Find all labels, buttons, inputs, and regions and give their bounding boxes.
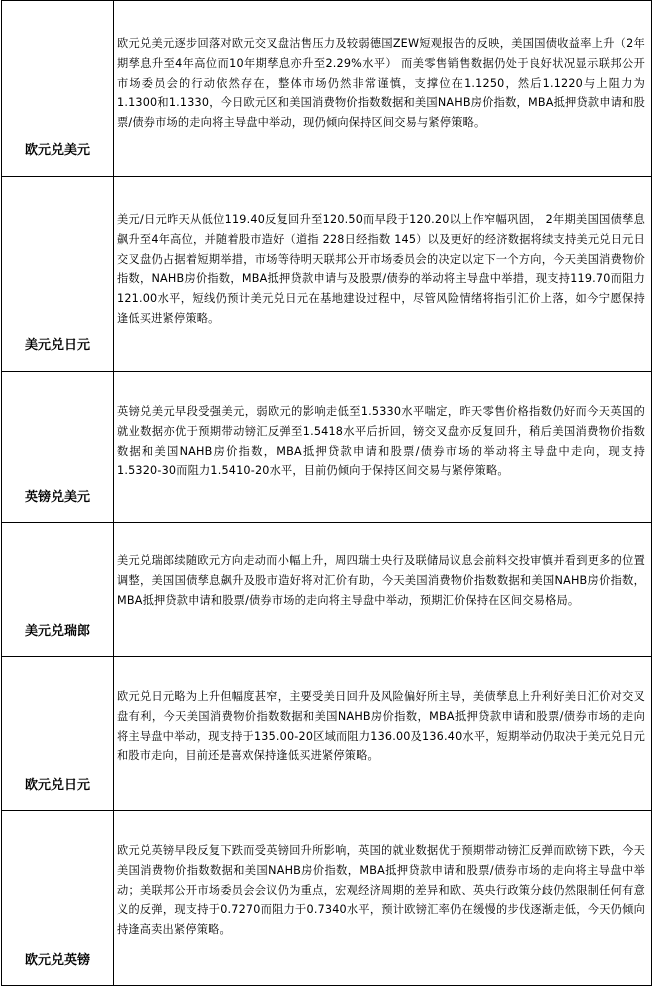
currency-pair-label: 美元兑瑞郎 <box>2 523 114 656</box>
currency-pair-label: 欧元兑美元 <box>2 1 114 176</box>
table-row-eurjpy <box>2 657 652 811</box>
currency-pair-label: 英镑兑美元 <box>2 372 114 522</box>
fx-commentary-table <box>1 0 652 986</box>
currency-pair-label: 欧元兑英镑 <box>2 811 114 985</box>
currency-pair-label: 欧元兑日元 <box>2 657 114 810</box>
market-commentary: 欧元兑日元略为上升但幅度甚窄，主要受美日回升及风险偏好所主导，美债孳息上升利好美日汇价对交叉盘有利，今天美国消费物价指数数据和美国NAHB房价指数，MBA抵押贷款申请和股票/债券市场的走向将主导盘中举动，现支持于135.00-20区域而阻力136.00及136.40水平，短期举动仍取决于美元兑日元和股市走向，目前还是喜欢保持逢低买进紧停策略。 <box>114 657 652 810</box>
market-commentary: 英镑兑美元早段受强美元，弱欧元的影响走低至1.5330水平喘定，昨天零售价格指数仍好而今天英国的就业数据亦优于预期带动镑汇反弹至1.5418水平后折回，镑交叉盘亦反复回升，稍后美国消费物价指数数据和美国NAHB房价指数，MBA抵押贷款申请和股票/债券市场的举动将主导盘中走向，现支持1.5320-30而阻力1.5410-20水平，目前仍倾向于保持区间交易与紧停策略。 <box>114 372 652 522</box>
table-row-gbpusd <box>2 372 652 523</box>
market-commentary: 欧元兑英镑早段反复下跌而受英镑回升所影响，英国的就业数据优于预期带动镑汇反弹而欧镑下跌，今天美国消费物价指数数据和美国NAHB房价指数，MBA抵押贷款申请和股票/债券市场的走向将主导盘中举动；美联邦公开市场委员会会议仍为重点，宏观经济周期的差异和欧、英央行政策分歧仍然限制任何有意义的反弹，现支持于0.7270而阻力于0.7340水平，预计欧镑汇率仍在缓慢的步伐逐渐走低，今天仍倾向持逢高卖出紧停策略。 <box>114 811 652 985</box>
market-commentary: 美元/日元昨天从低位119.40反复回升至120.50而早段于120.20以上作窄幅巩固， 2年期美国国债孳息飙升至4年高位，并随着股市造好（道指 228日经指数 145）以及更好的经济数据将续支持美元兑日元日交叉盘仍占据着短期举措，市场等待明天联邦公开市场委员会的决定以定下一个方向，今天美国消费物价指数，NAHB房价指数，MBA抵押贷款申请与及股票/债券的举动将主导盘中举措，现支持119.70而阻力121.00水平，短线仍预计美元兑日元在基地建设过程中，尽管风险情绪将指引汇价上落，如今宁愿保持逢低买进紧停策略。 <box>114 177 652 371</box>
table-row-eurgbp <box>2 811 652 986</box>
table-row-usdchf <box>2 523 652 657</box>
table-row-eurusd <box>2 1 652 177</box>
market-commentary: 欧元兑美元逐步回落对欧元交叉盘沽售压力及较弱德国ZEW短观报告的反映，美国国债收益率上升（2年期孳息升至4年高位而10年期孳息亦升至2.29%水平） 而美零售销售数据仍处于良好状况显示联邦公开市场委员会的行动依然存在，整体市场仍然非常谨慎，支撑位在1.1250，然后1.1220与上阻力为1.1300和1.1330，今日欧元区和美国消费物价指数数据和美国NAHB房价指数，MBA抵押贷款申请和股票/债券市场的走向将主导盘中举动，现仍倾向保持区间交易与紧停策略。 <box>114 1 652 176</box>
table-row-usdjpy <box>2 177 652 372</box>
market-commentary: 美元兑瑞郎续随欧元方向走动而小幅上升，周四瑞士央行及联储局议息会前料交投审慎并看到更多的位置调整，美国国债孳息飙升及股市造好将对汇价有助，今天美国消费物价指数数据和美国NAHB房价指数，MBA抵押贷款申请和股票/债券市场的走向将主导盘中举动，预期汇价保持在区间交易格局。 <box>114 523 652 656</box>
currency-pair-label: 美元兑日元 <box>2 177 114 371</box>
